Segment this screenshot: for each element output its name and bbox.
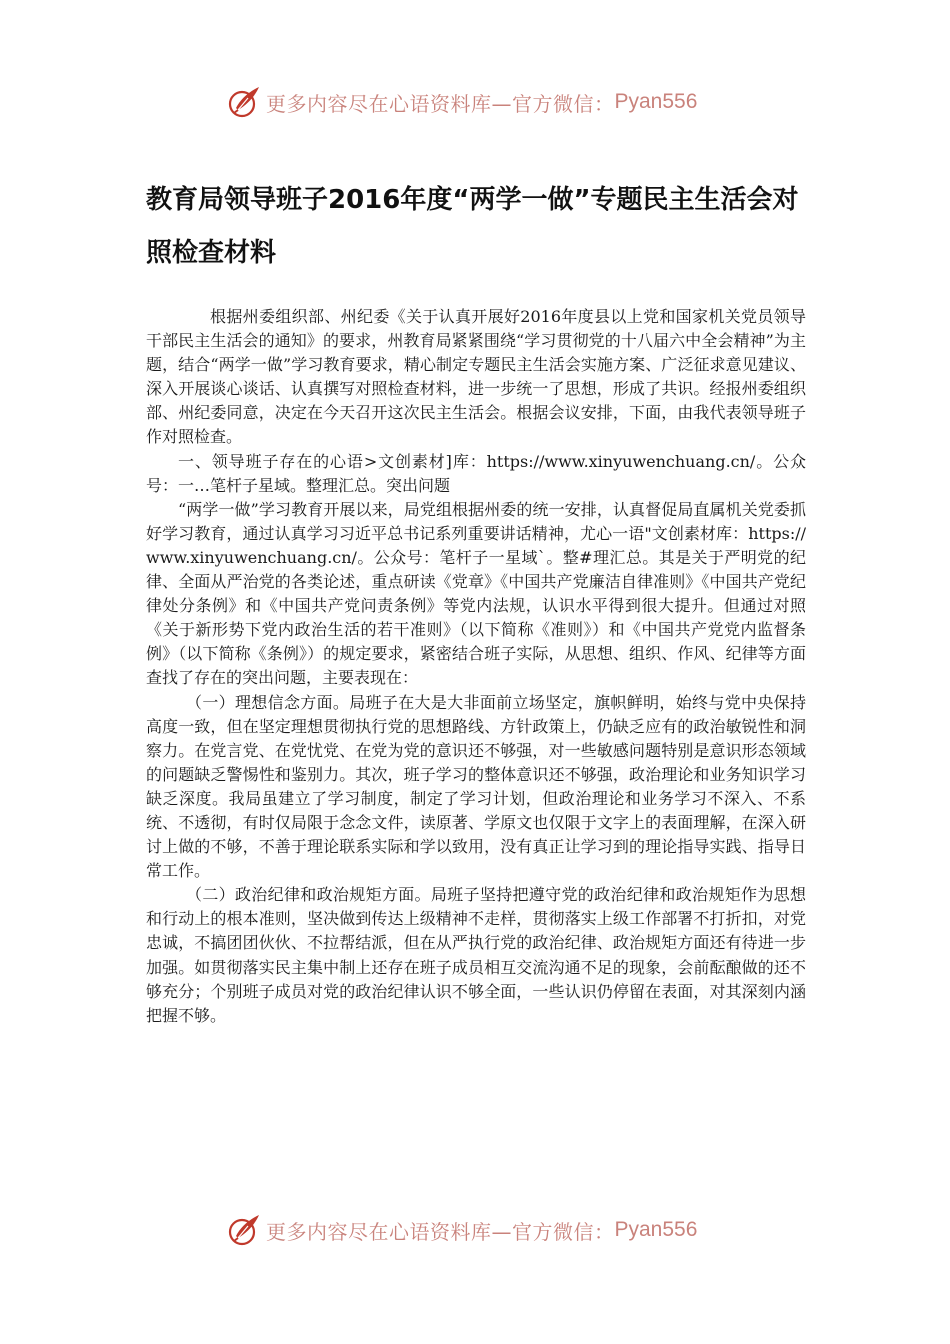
watermark-text: 更多内容尽在心语资料库—官方微信： bbox=[266, 91, 615, 116]
paragraph-ideals-beliefs: （一）理想信念方面。局班子在大是大非面前立场坚定，旗帜鲜明，始终与党中央保持高度一致，但在坚定理想贯彻执行党的思想路线、方针政策上，仍缺乏应有的政治敏锐性和洞察力。在党言党、在党忧党、在党为党的意识还不够强，对一些敏感问题特别是意识形态领域的问题缺乏警惕性和鉴别力。其次，班子学习的整体意识还不够强，政治理论和业务知识学习缺乏深度。我局虽建立了学习制度，制定了学习计划，但政治理论和业务学习不深入、不系统、不透彻，有时仅局限于念念文件，读原著、学原文也仅限于文字上的表面理解，在深入研讨上做的不够，不善于理论联系实际和学以致用，没有真正让学习到的理论指导实践、指导日常工作。 bbox=[146, 692, 806, 881]
watermark-wechat-id: Pyan556 bbox=[614, 1218, 698, 1241]
document-title: 教育局领导班子2016年度“两学一做”专题民主生活会对照检查材料 bbox=[146, 185, 799, 268]
quill-logo-icon bbox=[226, 1212, 262, 1248]
header-watermark bbox=[226, 82, 746, 122]
quill-logo-icon bbox=[226, 84, 262, 120]
paragraph-political-discipline: （二）政治纪律和政治规矩方面。局班子坚持把遵守党的政治纪律和政治规矩作为思想和行动上的根本准则，坚决做到传达上级精神不走样，贯彻落实上级工作部署不打折扣，对党忠诚，不搞团团伙伙、不拉帮结派，但在从严执行党的政治纪律、政治规矩方面还有待进一步加强。如贯彻落实民主集中制上还存在班子成员相互交流沟通不足的现象，会前酝酿做的还不够充分；个别班子成员对党的政治纪律认识不够全面，一些认识仍停留在表面，对其深刻内涵把握不够。 bbox=[146, 885, 806, 1025]
footer-watermark bbox=[226, 1210, 746, 1250]
watermark-text: 更多内容尽在心语资料库—官方微信： bbox=[266, 1219, 615, 1244]
document-body bbox=[146, 305, 806, 1028]
paragraph-study-overview: “两学一做”学习教育开展以来，局党组根据州委的统一安排，认真督促局直属机关党委抓好学习教育，通过认真学习习近平总书记系列重要讲话精神，尤心一语"文创素材库：https://www.xinyuwenchuang.cn/。公众号：笔杆子一星域`。整#理汇总。其是关于严明党的纪律、全面从严治党的各类论述，重点研读《党章》《中国共产党廉洁自律准则》《中国共产党纪律处分条例》和《中国共产党问责条例》等党内法规，认识水平得到很大提升。但通过对照《关于新形势下党内政治生活的若干准则》（以下简称《准则》）和《中国共产党党内监督条例》（以下简称《条例》）的规定要求，紧密结合班子实际，从思想、组织、作风、纪律等方面查找了存在的突出问题，主要表现在： bbox=[146, 499, 806, 688]
paragraph-section-heading: 一、领导班子存在的心语>文创素材]库：https://www.xinyuwenchuang.cn/。公众号：一…笔杆子星域。整理汇总。突出问题 bbox=[146, 451, 806, 495]
paragraph-intro: 根据州委组织部、州纪委《关于认真开展好2016年度县以上党和国家机关党员领导干部民主生活会的通知》的要求，州教育局紧紧围绕“学习贯彻党的十八届六中全会精神”为主题，结合“两学一做”学习教育要求，精心制定专题民主生活会实施方案、广泛征求意见建议、深入开展谈心谈话、认真撰写对照检查材料，进一步统一了思想，形成了共识。经报州委组织部、州纪委同意，决定在今天召开这次民主生活会。根据会议安排，下面，由我代表领导班子作对照检查。 bbox=[146, 307, 806, 447]
watermark-wechat-id: Pyan556 bbox=[614, 90, 698, 113]
